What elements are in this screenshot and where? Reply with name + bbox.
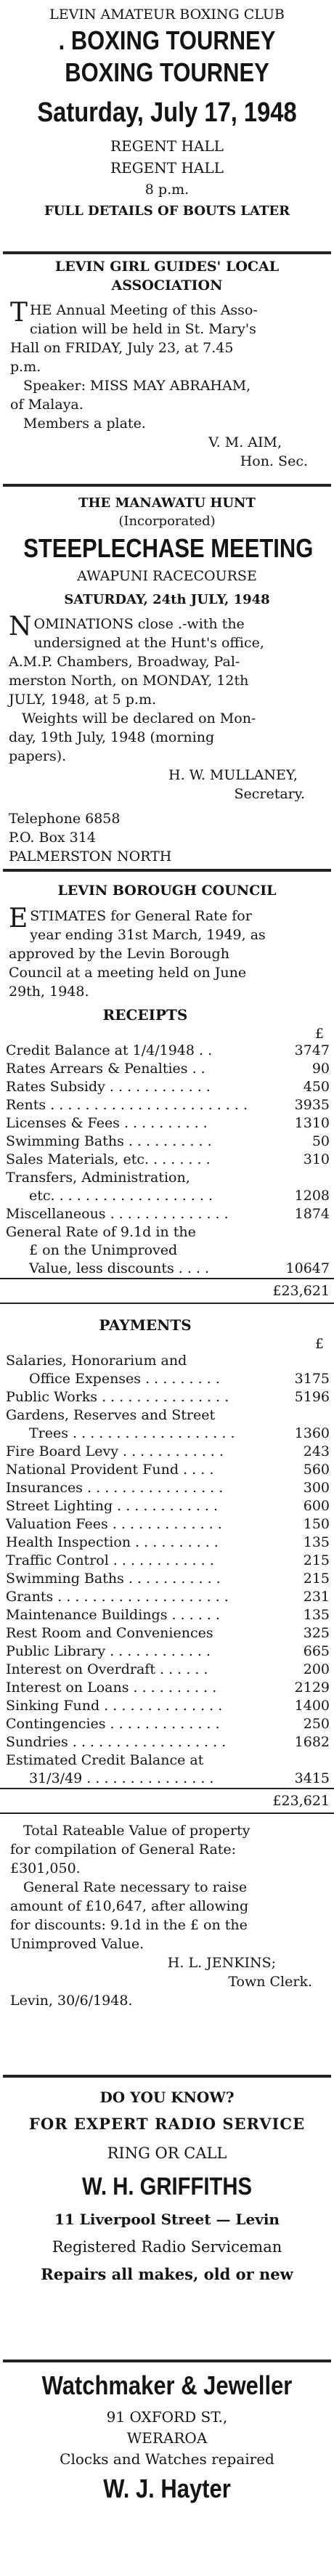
- row-amount: 243: [303, 1443, 330, 1459]
- registered-note: Registered Radio Serviceman: [52, 2238, 282, 2256]
- table-row: [0, 1187, 334, 1205]
- intro-line: Council at a meeting held on June: [9, 965, 247, 981]
- table-row: [0, 1042, 334, 1060]
- row-label: Interest on Loans . . . . . . . . . .: [6, 1680, 217, 1696]
- radio-question: DO YOU KNOW?: [99, 2089, 235, 2106]
- hunt-incorporated: (Incorporated): [118, 514, 216, 529]
- row-amount: [282, 1223, 334, 1242]
- row-label: Transfers, Administration,: [6, 1170, 190, 1186]
- total-amount: £23,621: [261, 1279, 334, 1303]
- body-line: HE Annual Meeting of this Asso-: [30, 302, 258, 318]
- divider: [3, 2075, 331, 2078]
- weights-line: papers).: [9, 748, 67, 764]
- rateable-line: £301,050.: [10, 1860, 81, 1876]
- table-row: [0, 1770, 334, 1788]
- row-label: Rates Arrears & Penalties . .: [6, 1061, 205, 1077]
- row-label: National Provident Fund . . . .: [6, 1462, 214, 1478]
- row-amount: 450: [303, 1079, 330, 1095]
- row-label: Sinking Fund . . . . . . . . . . . . . .: [6, 1698, 223, 1714]
- row-label: Licenses & Fees . . . . . . . . . .: [6, 1115, 208, 1131]
- payments-heading: PAYMENTS: [99, 1316, 192, 1334]
- row-label: Maintenance Buildings . . . . . .: [6, 1607, 220, 1623]
- row-label: Insurances . . . . . . . . . . . . . . . .: [6, 1480, 224, 1496]
- row-amount: 135: [303, 1607, 330, 1623]
- intro-line: year ending 31st March, 1949, as: [30, 927, 266, 943]
- serviceman-name: W. H. GRIFFITHS: [82, 2173, 252, 2200]
- row-amount: 215: [303, 1571, 330, 1587]
- payments-total: [0, 1788, 334, 1814]
- row-amount: 1208: [294, 1188, 330, 1204]
- general-rate-line: Unimproved Value.: [10, 1936, 144, 1952]
- body-line: A.M.P. Chambers, Broadway, Pal-: [9, 654, 240, 670]
- row-label: Trees . . . . . . . . . . . . . . . . . . .: [29, 1425, 235, 1441]
- table-row: [0, 1205, 334, 1223]
- table-row: [0, 1443, 334, 1461]
- row-label: Salaries, Honorarium and: [6, 1353, 187, 1369]
- receipts-table: [0, 1042, 334, 1278]
- general-rate-line: for discounts: 9.1d in the £ on the: [10, 1917, 248, 1933]
- row-label: Street Lighting . . . . . . . . . . . .: [6, 1498, 219, 1514]
- po-box: P.O. Box 314: [9, 830, 96, 846]
- signer: V. M. AIM,: [208, 434, 282, 450]
- table-row: [0, 1133, 334, 1151]
- row-amount: 135: [303, 1534, 330, 1550]
- table-row: [0, 1242, 334, 1260]
- table-row: [0, 1461, 334, 1479]
- table-row: [0, 1260, 334, 1278]
- total-amount: £23,621: [261, 1789, 334, 1813]
- row-label: Swimming Baths . . . . . . . . . .: [6, 1133, 212, 1149]
- drop-cap: E: [9, 904, 28, 933]
- body-line: merston North, on MONDAY, 12th: [9, 673, 249, 689]
- speaker-line: of Malaya.: [10, 397, 84, 413]
- row-amount: 50: [311, 1133, 330, 1149]
- table-row: [0, 1096, 334, 1114]
- row-amount: 3935: [294, 1097, 330, 1113]
- watchmaker-headline: Watchmaker & Jeweller: [41, 2370, 293, 2400]
- row-amount: 1310: [294, 1115, 330, 1131]
- row-amount: 600: [303, 1498, 330, 1514]
- row-amount: [282, 1242, 334, 1260]
- row-amount: 10647: [285, 1260, 330, 1276]
- row-amount: 560: [303, 1462, 330, 1478]
- general-rate-line: amount of £10,647, after allowing: [10, 1898, 249, 1914]
- divider: [3, 251, 331, 254]
- intro-line: STIMATES for General Rate for: [30, 908, 252, 924]
- table-row: [0, 1479, 334, 1497]
- general-rate-line: General Rate necessary to raise: [23, 1879, 248, 1895]
- row-label: Health Inspection . . . . . . . . . .: [6, 1534, 219, 1550]
- council-title: LEVIN BOROUGH COUNCIL: [57, 883, 277, 899]
- body-line: undersigned at the Hunt's office,: [33, 635, 264, 651]
- row-amount: [282, 1169, 334, 1187]
- row-label: Miscellaneous . . . . . . . . . . . . . .: [6, 1206, 229, 1222]
- row-amount: 310: [303, 1151, 330, 1167]
- radio-service-ad: [0, 2085, 334, 2361]
- row-label: Credit Balance at 1/4/1948 . .: [6, 1042, 213, 1058]
- watchmaker-ad: [0, 2365, 334, 2572]
- row-amount: 5196: [294, 1389, 330, 1405]
- guides-body: [0, 295, 334, 471]
- table-row: [0, 1697, 334, 1715]
- details-note: FULL DETAILS OF BOUTS LATER: [44, 203, 290, 219]
- row-label: etc. . . . . . . . . . . . . . . . . . .: [29, 1188, 213, 1204]
- council-intro: [0, 901, 334, 1001]
- table-row: [0, 1169, 334, 1187]
- intro-line: 29th, 1948.: [9, 984, 89, 1000]
- table-row: [0, 1406, 334, 1425]
- council-notice: [0, 876, 334, 2049]
- body-line: OMINATIONS close .-with the: [33, 616, 245, 632]
- meeting-date: SATURDAY, 24th JULY, 1948: [64, 592, 270, 607]
- signer-role: Secretary.: [234, 786, 305, 802]
- row-amount: 2129: [294, 1680, 330, 1696]
- table-row: [0, 1078, 334, 1096]
- row-amount: 1874: [294, 1206, 330, 1222]
- row-label: Contingencies . . . . . . . . . . . . .: [6, 1716, 220, 1732]
- body-line: p.m.: [10, 359, 41, 375]
- plate-note: Members a plate.: [23, 416, 146, 432]
- row-amount: 200: [303, 1661, 330, 1677]
- row-label: Gardens, Reserves and Street: [6, 1407, 216, 1423]
- signer-role: Hon. Sec.: [240, 453, 308, 469]
- receipts-total: [0, 1278, 334, 1304]
- table-row: [0, 1223, 334, 1242]
- table-row: [0, 1370, 334, 1388]
- table-row: [0, 1733, 334, 1751]
- row-amount: 3747: [294, 1042, 330, 1058]
- table-row: [0, 1114, 334, 1133]
- ring-or-call: RING OR CALL: [107, 2144, 227, 2162]
- boxing-ad: [0, 4, 334, 248]
- steeplechase-headline: STEEPLECHASE MEETING: [23, 533, 314, 563]
- table-row: [0, 1570, 334, 1588]
- telephone: Telephone 6858: [9, 811, 121, 827]
- row-amount: [282, 1352, 334, 1370]
- guides-title-line2: ASSOCIATION: [111, 278, 223, 293]
- radio-address: 11 Liverpool Street — Levin: [54, 2211, 280, 2228]
- row-label: General Rate of 9.1d in the: [6, 1224, 196, 1240]
- total-row: [0, 1279, 334, 1303]
- row-amount: 1682: [294, 1734, 330, 1750]
- row-amount: [282, 1751, 334, 1770]
- table-row: [0, 1552, 334, 1570]
- row-amount: 150: [303, 1516, 330, 1532]
- boxing-headline-repeat: BOXING TOURNEY: [65, 57, 269, 87]
- signer: H. L. JENKINS;: [167, 1955, 276, 1971]
- row-label: Swimming Baths . . . . . . . . . . .: [6, 1571, 221, 1587]
- watchmaker-name: W. J. Hayter: [103, 2474, 231, 2503]
- drop-cap: N: [9, 612, 32, 641]
- table-row: [0, 1751, 334, 1770]
- club-name: LEVIN AMATEUR BOXING CLUB: [49, 7, 285, 23]
- row-amount: 3415: [294, 1770, 330, 1786]
- signer: H. W. MULLANEY,: [168, 767, 298, 783]
- event-date: Saturday, July 17, 1948: [37, 97, 297, 128]
- city: PALMERSTON NORTH: [9, 848, 172, 864]
- row-label: Interest on Overdraft . . . . . .: [6, 1661, 208, 1677]
- table-row: [0, 1534, 334, 1552]
- row-label: Fire Board Levy . . . . . . . . . . . .: [6, 1443, 224, 1459]
- table-row: [0, 1588, 334, 1606]
- divider: [3, 484, 331, 487]
- row-amount: 665: [303, 1643, 330, 1659]
- row-amount: 3175: [294, 1371, 330, 1387]
- row-amount: 300: [303, 1480, 330, 1496]
- watchmaker-town: WERAROA: [126, 2429, 208, 2447]
- table-row: [0, 1661, 334, 1679]
- hunt-body: [0, 612, 334, 866]
- body-line: ciation will be held in St. Mary's: [30, 321, 256, 337]
- payments-table: [0, 1352, 334, 1788]
- receipts-currency: £: [314, 1026, 324, 1042]
- table-row: [0, 1388, 334, 1406]
- watchmaker-service: Clocks and Watches repaired: [60, 2450, 274, 2468]
- row-label: Sundries . . . . . . . . . . . . . . . . . .: [6, 1734, 227, 1750]
- table-row: [0, 1679, 334, 1697]
- table-row: [0, 1643, 334, 1661]
- row-label: Rest Room and Conveniences: [6, 1625, 213, 1641]
- hunt-title: THE MANAWATU HUNT: [78, 495, 256, 511]
- weights-line: Weights will be declared on Mon-: [22, 710, 256, 726]
- watchmaker-address: 91 OXFORD ST.,: [106, 2408, 228, 2426]
- row-amount: 215: [303, 1552, 330, 1568]
- table-row: [0, 1060, 334, 1078]
- radio-tagline: FOR EXPERT RADIO SERVICE: [28, 2115, 306, 2133]
- event-time: 8 p.m.: [144, 182, 190, 198]
- racecourse: AWAPUNI RACECOURSE: [77, 568, 257, 584]
- row-label: Office Expenses . . . . . . . . .: [29, 1371, 220, 1387]
- intro-line: approved by the Levin Borough: [9, 946, 229, 962]
- total-row: [0, 1789, 334, 1813]
- table-row: [0, 1515, 334, 1534]
- row-label: Rates Subsidy . . . . . . . . . . . .: [6, 1079, 211, 1095]
- row-label: Valuation Fees . . . . . . . . . . . . .: [6, 1516, 222, 1532]
- row-amount: 325: [303, 1625, 330, 1641]
- row-label: Public Library . . . . . . . . . . . .: [6, 1643, 211, 1659]
- table-row: [0, 1352, 334, 1370]
- boxing-headline: . BOXING TOURNEY: [58, 25, 276, 55]
- row-label: £ on the Unimproved: [29, 1242, 178, 1258]
- body-line: JULY, 1948, at 5 p.m.: [9, 692, 157, 708]
- body-line: Hall on FRIDAY, July 23, at 7.45: [10, 340, 234, 356]
- council-footer: [0, 1814, 334, 2010]
- table-row: [0, 1497, 334, 1515]
- row-label: Traffic Control . . . . . . . . . . . .: [6, 1552, 214, 1568]
- divider: [3, 2360, 331, 2362]
- row-label: Rents . . . . . . . . . . . . . . . . . . . . . . .: [6, 1097, 248, 1113]
- girl-guides-notice: [0, 257, 334, 484]
- row-label: Public Works . . . . . . . . . . . . . . .: [6, 1389, 229, 1405]
- guides-title: LEVIN GIRL GUIDES' LOCAL: [54, 259, 280, 275]
- drop-cap: T: [10, 298, 28, 328]
- row-amount: [282, 1406, 334, 1425]
- weights-line: day, 19th July, 1948 (morning: [9, 729, 215, 745]
- venue: REGENT HALL: [110, 137, 224, 155]
- steeplechase-notice: [0, 491, 334, 869]
- row-label: 31/3/49 . . . . . . . . . . . . . . .: [29, 1770, 214, 1786]
- row-label: Grants . . . . . . . . . . . . . . . . . . . .: [6, 1589, 229, 1605]
- table-row: [0, 1425, 334, 1443]
- row-label: Sales Materials, etc. . . . . . . .: [6, 1151, 211, 1167]
- row-amount: 1400: [294, 1698, 330, 1714]
- signer-role: Town Clerk.: [228, 1974, 312, 1990]
- table-row: [0, 1715, 334, 1733]
- rateable-line: Total Rateable Value of property: [23, 1823, 250, 1839]
- venue-repeat: REGENT HALL: [110, 159, 224, 177]
- row-label: Value, less discounts . . . .: [29, 1260, 210, 1276]
- rateable-line: for compilation of General Rate:: [10, 1842, 237, 1858]
- payments-currency: £: [314, 1336, 324, 1352]
- table-row: [0, 1151, 334, 1169]
- place-date: Levin, 30/6/1948.: [10, 1993, 133, 2009]
- row-amount: 231: [303, 1589, 330, 1605]
- row-label: Estimated Credit Balance at: [6, 1752, 204, 1768]
- speaker-line: Speaker: MISS MAY ABRAHAM,: [23, 378, 251, 394]
- row-amount: 250: [303, 1716, 330, 1732]
- row-amount: 90: [311, 1061, 330, 1077]
- row-amount: 1360: [294, 1425, 330, 1441]
- receipts-heading: RECEIPTS: [102, 1006, 188, 1024]
- table-row: [0, 1606, 334, 1624]
- table-row: [0, 1624, 334, 1643]
- repairs-note: Repairs all makes, old or new: [41, 2265, 293, 2283]
- divider: [3, 869, 331, 872]
